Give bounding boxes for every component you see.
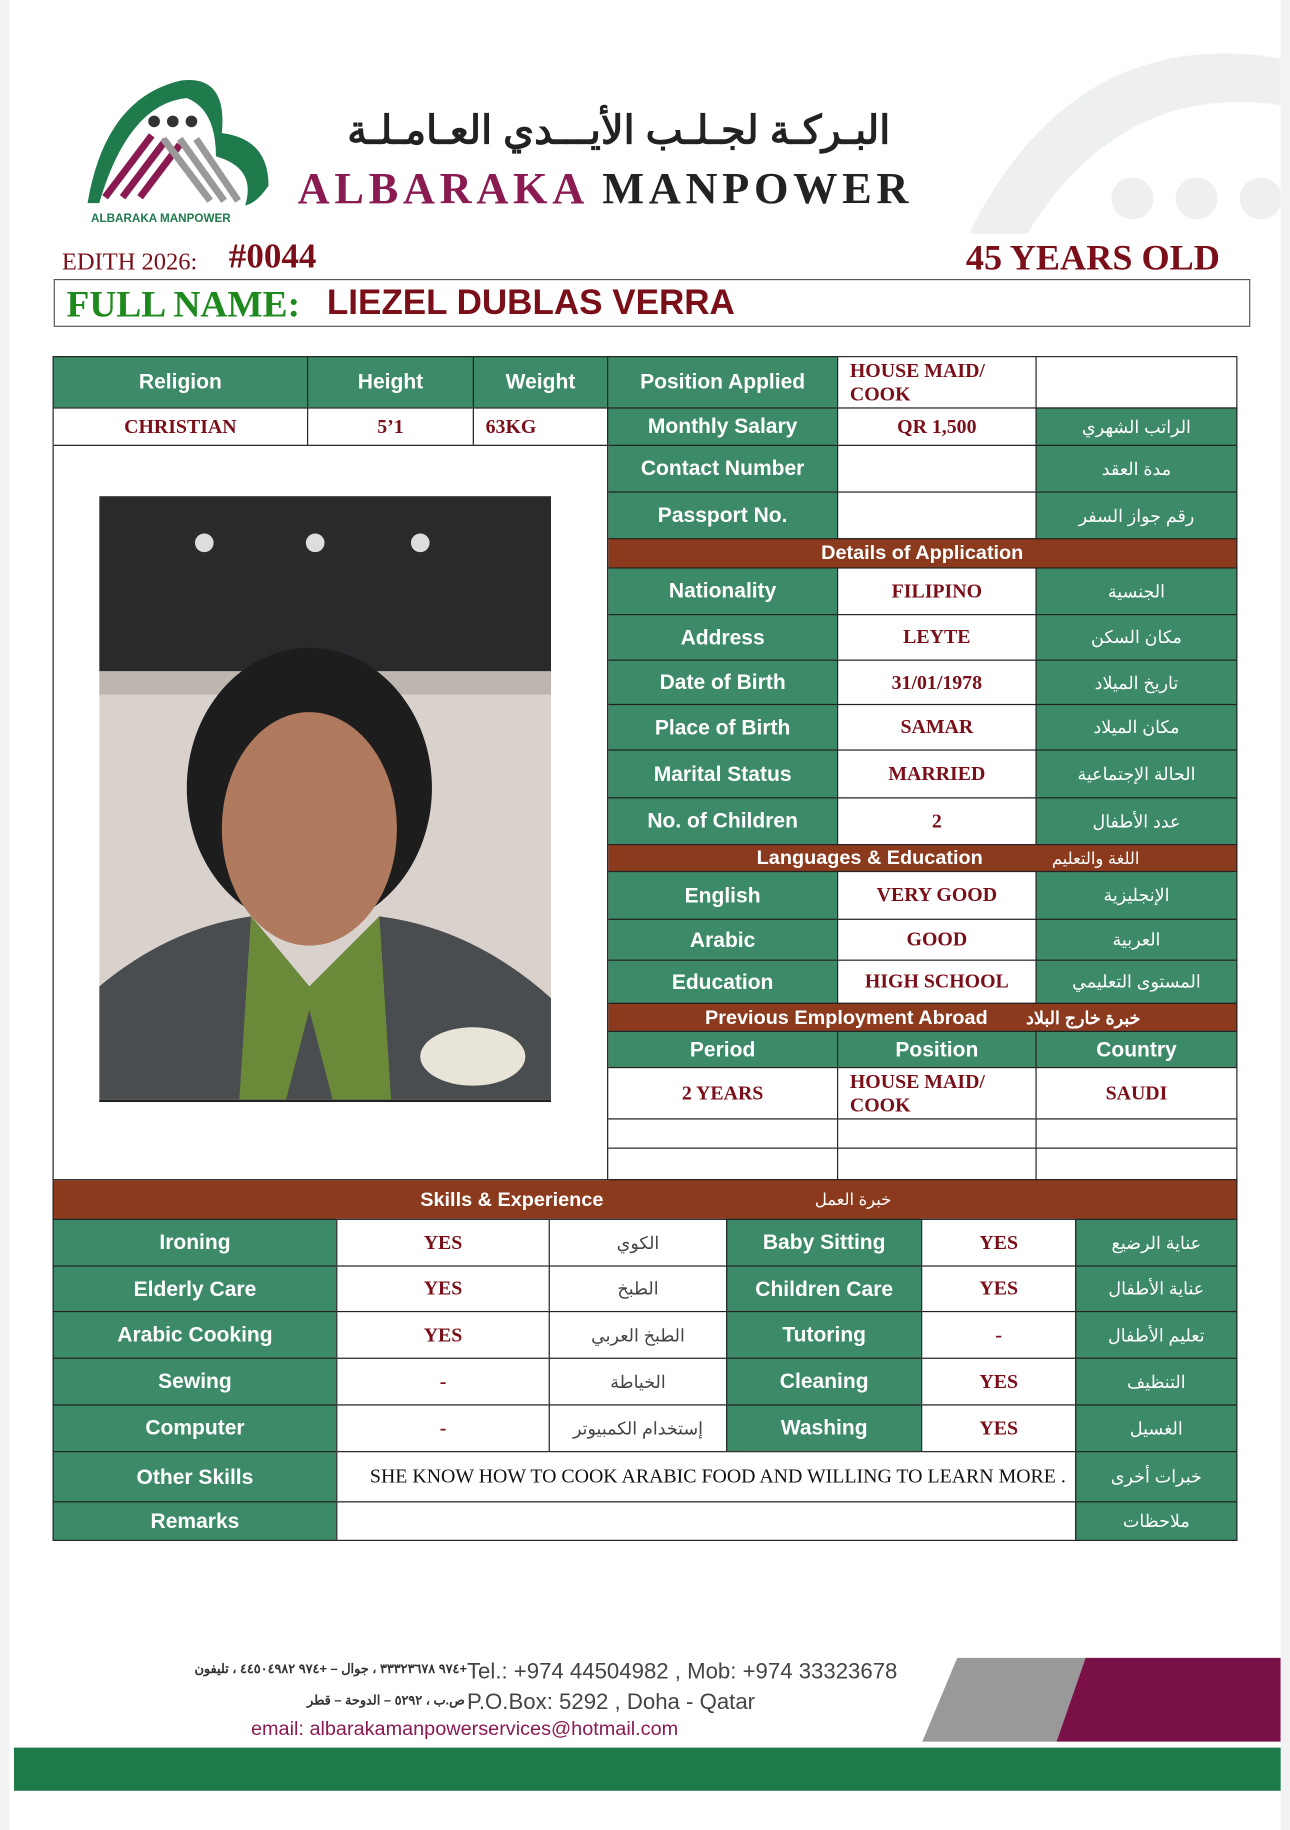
other-skills-arabic: خبرات أخرى [1075, 1451, 1237, 1502]
skill-label-arabic: الطبخ العربي [549, 1311, 728, 1359]
footer-email[interactable]: email: albarakamanpowerservices@hotmail.com [250, 1717, 679, 1740]
passport-label-arabic: رقم جواز السفر [1035, 491, 1237, 539]
logo-caption: ALBARAKA MANPOWER [91, 212, 231, 226]
languages-header-label: Languages & Education [756, 846, 983, 869]
address-label: Address [607, 614, 838, 661]
height-label: Height [307, 356, 474, 409]
skill-label: Tutoring [726, 1311, 922, 1359]
religion-label: Religion [53, 356, 309, 409]
table-cell [837, 1148, 1037, 1181]
children-value: 2 [837, 797, 1037, 845]
table-cell [837, 1118, 1037, 1148]
salary-value: QR 1,500 [837, 407, 1037, 446]
age: 45 YEARS OLD [965, 236, 1220, 278]
education-label: Education [607, 960, 838, 1004]
footer-tel: Tel.: +974 44504982 , Mob: +974 33323678 [466, 1660, 898, 1685]
dob-label: Date of Birth [607, 660, 838, 706]
skill-label: Sewing [53, 1358, 338, 1406]
skill-value: YES [336, 1219, 550, 1267]
remarks-value [336, 1501, 1076, 1541]
skill-label-arabic: إستخدام الكمبيوتر [549, 1404, 728, 1452]
skill-label: Ironing [53, 1219, 338, 1267]
period-header: Period [607, 1031, 838, 1068]
children-label: No. of Children [607, 797, 838, 845]
nationality-value: FILIPINO [837, 567, 1037, 615]
dob-value: 31/01/1978 [837, 660, 1037, 706]
position-header: Position [837, 1031, 1037, 1068]
full-name-label: FULL NAME: [66, 282, 301, 325]
contact-label-arabic: مدة العقد [1035, 445, 1237, 493]
pob-value: SAMAR [837, 704, 1037, 751]
footer-decoration [922, 1658, 1280, 1742]
skill-value: YES [921, 1219, 1076, 1267]
arabic-label-arabic: العربية [1035, 919, 1237, 961]
address-label-arabic: مكان السكن [1035, 614, 1237, 661]
nationality-label-arabic: الجنسية [1035, 567, 1237, 615]
skill-label-arabic: الغسيل [1075, 1404, 1237, 1452]
skill-value: YES [921, 1358, 1076, 1406]
table-cell [1035, 1118, 1237, 1148]
skill-label-arabic: الكوي [549, 1219, 728, 1267]
education-value: HIGH SCHOOL [837, 960, 1037, 1004]
children-label-arabic: عدد الأطفال [1035, 797, 1237, 845]
edition-label: EDITH 2026: [61, 247, 198, 276]
skill-label: Washing [726, 1404, 922, 1452]
previous-employment-header [607, 1003, 1237, 1032]
table-cell [607, 1118, 838, 1148]
remarks-arabic: ملاحظات [1075, 1501, 1237, 1541]
weight-value: 63KG [473, 407, 608, 446]
skill-label: Computer [53, 1404, 338, 1452]
skill-value: YES [336, 1265, 550, 1312]
reference-number: #0044 [228, 236, 317, 276]
passport-label: Passport No. [607, 491, 838, 539]
watermark-logo-icon [957, 35, 1280, 233]
skill-label: Elderly Care [53, 1265, 338, 1312]
languages-header-arabic: اللغة والتعليم [1051, 848, 1140, 867]
education-label-arabic: المستوى التعليمي [1035, 960, 1237, 1004]
other-skills-value: SHE KNOW HOW TO COOK ARABIC FOOD AND WILLING TO LEARN MORE . [336, 1451, 1076, 1502]
country-header: Country [1035, 1031, 1237, 1068]
skill-label-arabic: عناية الرضيع [1075, 1219, 1237, 1267]
pob-label: Place of Birth [607, 704, 838, 751]
company-name-part2: MANPOWER [602, 164, 914, 214]
salary-label: Monthly Salary [607, 407, 838, 446]
company-logo-icon [82, 75, 275, 215]
employment-country: SAUDI [1035, 1067, 1237, 1120]
salary-label-arabic: الراتب الشهري [1035, 407, 1237, 446]
remarks-label: Remarks [53, 1501, 338, 1541]
english-label-arabic: الإنجليزية [1035, 871, 1237, 920]
skill-label: Arabic Cooking [53, 1311, 338, 1359]
footer-green-band [14, 1748, 1281, 1791]
skill-label-arabic: الطبخ [549, 1265, 728, 1312]
skill-label: Cleaning [726, 1358, 922, 1406]
company-name [298, 163, 913, 214]
religion-value: CHRISTIAN [53, 407, 309, 446]
employment-period: 2 YEARS [607, 1067, 838, 1120]
skill-label-arabic: عناية الأطفال [1075, 1265, 1237, 1312]
skill-label-arabic: الخياطة [549, 1358, 728, 1406]
skill-value: YES [921, 1265, 1076, 1312]
marital-label-arabic: الحالة الإجتماعية [1035, 749, 1237, 798]
applicant-photo [99, 496, 551, 1100]
full-name-box [54, 279, 1251, 327]
skill-value: - [336, 1404, 550, 1452]
empty-cell [1035, 356, 1237, 409]
marital-value: MARRIED [837, 749, 1037, 798]
details-section-header: Details of Application [607, 538, 1237, 568]
full-name: LIEZEL DUBLAS VERRA [326, 283, 735, 323]
skill-value: - [921, 1311, 1076, 1359]
skills-header-label: Skills & Experience [420, 1187, 604, 1211]
previous-employment-label: Previous Employment Abroad [705, 1005, 988, 1028]
english-value: VERY GOOD [837, 871, 1037, 920]
skill-value: YES [336, 1311, 550, 1359]
arabic-value: GOOD [837, 919, 1037, 961]
passport-value [837, 491, 1037, 539]
height-value: 5’1 [307, 407, 474, 446]
marital-label: Marital Status [607, 749, 838, 798]
contact-value [837, 445, 1037, 493]
previous-employment-arabic: خبرة خارج البلاد [1026, 1008, 1141, 1028]
nationality-label: Nationality [607, 567, 838, 615]
skill-label-arabic: تعليم الأطفال [1075, 1311, 1237, 1359]
skill-value: YES [921, 1404, 1076, 1452]
english-label: English [607, 871, 838, 920]
languages-section-header [607, 844, 1237, 872]
skill-label: Children Care [726, 1265, 922, 1312]
address-value: LEYTE [837, 614, 1037, 661]
photo-underline [99, 1100, 551, 1102]
footer-po-arabic: ص.ب ، ٥٢٩٢ – الدوحة – قطر [306, 1693, 465, 1708]
company-name-part1: ALBARAKA [297, 164, 587, 214]
position-applied-value: HOUSE MAID/ COOK [837, 356, 1037, 409]
arabic-label: Arabic [607, 919, 838, 961]
employment-position: HOUSE MAID/ COOK [837, 1067, 1037, 1120]
contact-label: Contact Number [607, 445, 838, 493]
dob-label-arabic: تاريخ الميلاد [1035, 660, 1237, 706]
skill-label: Baby Sitting [726, 1219, 922, 1267]
skill-value: - [336, 1358, 550, 1406]
footer-tel-arabic: +٩٧٤ ٣٣٣٢٣٦٧٨ ، جوال – +٩٧٤ ٤٤٥٠٤٩٨٢ ، تليفون [194, 1662, 467, 1677]
company-name-arabic: البـركـة لجـلـب الأيـــدي العـامـلـة [347, 108, 891, 153]
table-cell [607, 1148, 838, 1181]
skills-header-arabic: خبرة العمل [814, 1189, 892, 1209]
table-cell [1035, 1148, 1237, 1181]
skill-label-arabic: التنظيف [1075, 1358, 1237, 1406]
weight-label: Weight [473, 356, 608, 409]
footer-po: P.O.Box: 5292 , Doha - Qatar [466, 1690, 756, 1715]
other-skills-label: Other Skills [53, 1451, 338, 1502]
skills-section-header [53, 1179, 1238, 1220]
position-applied-label: Position Applied [607, 356, 838, 409]
pob-label-arabic: مكان الميلاد [1035, 704, 1237, 751]
